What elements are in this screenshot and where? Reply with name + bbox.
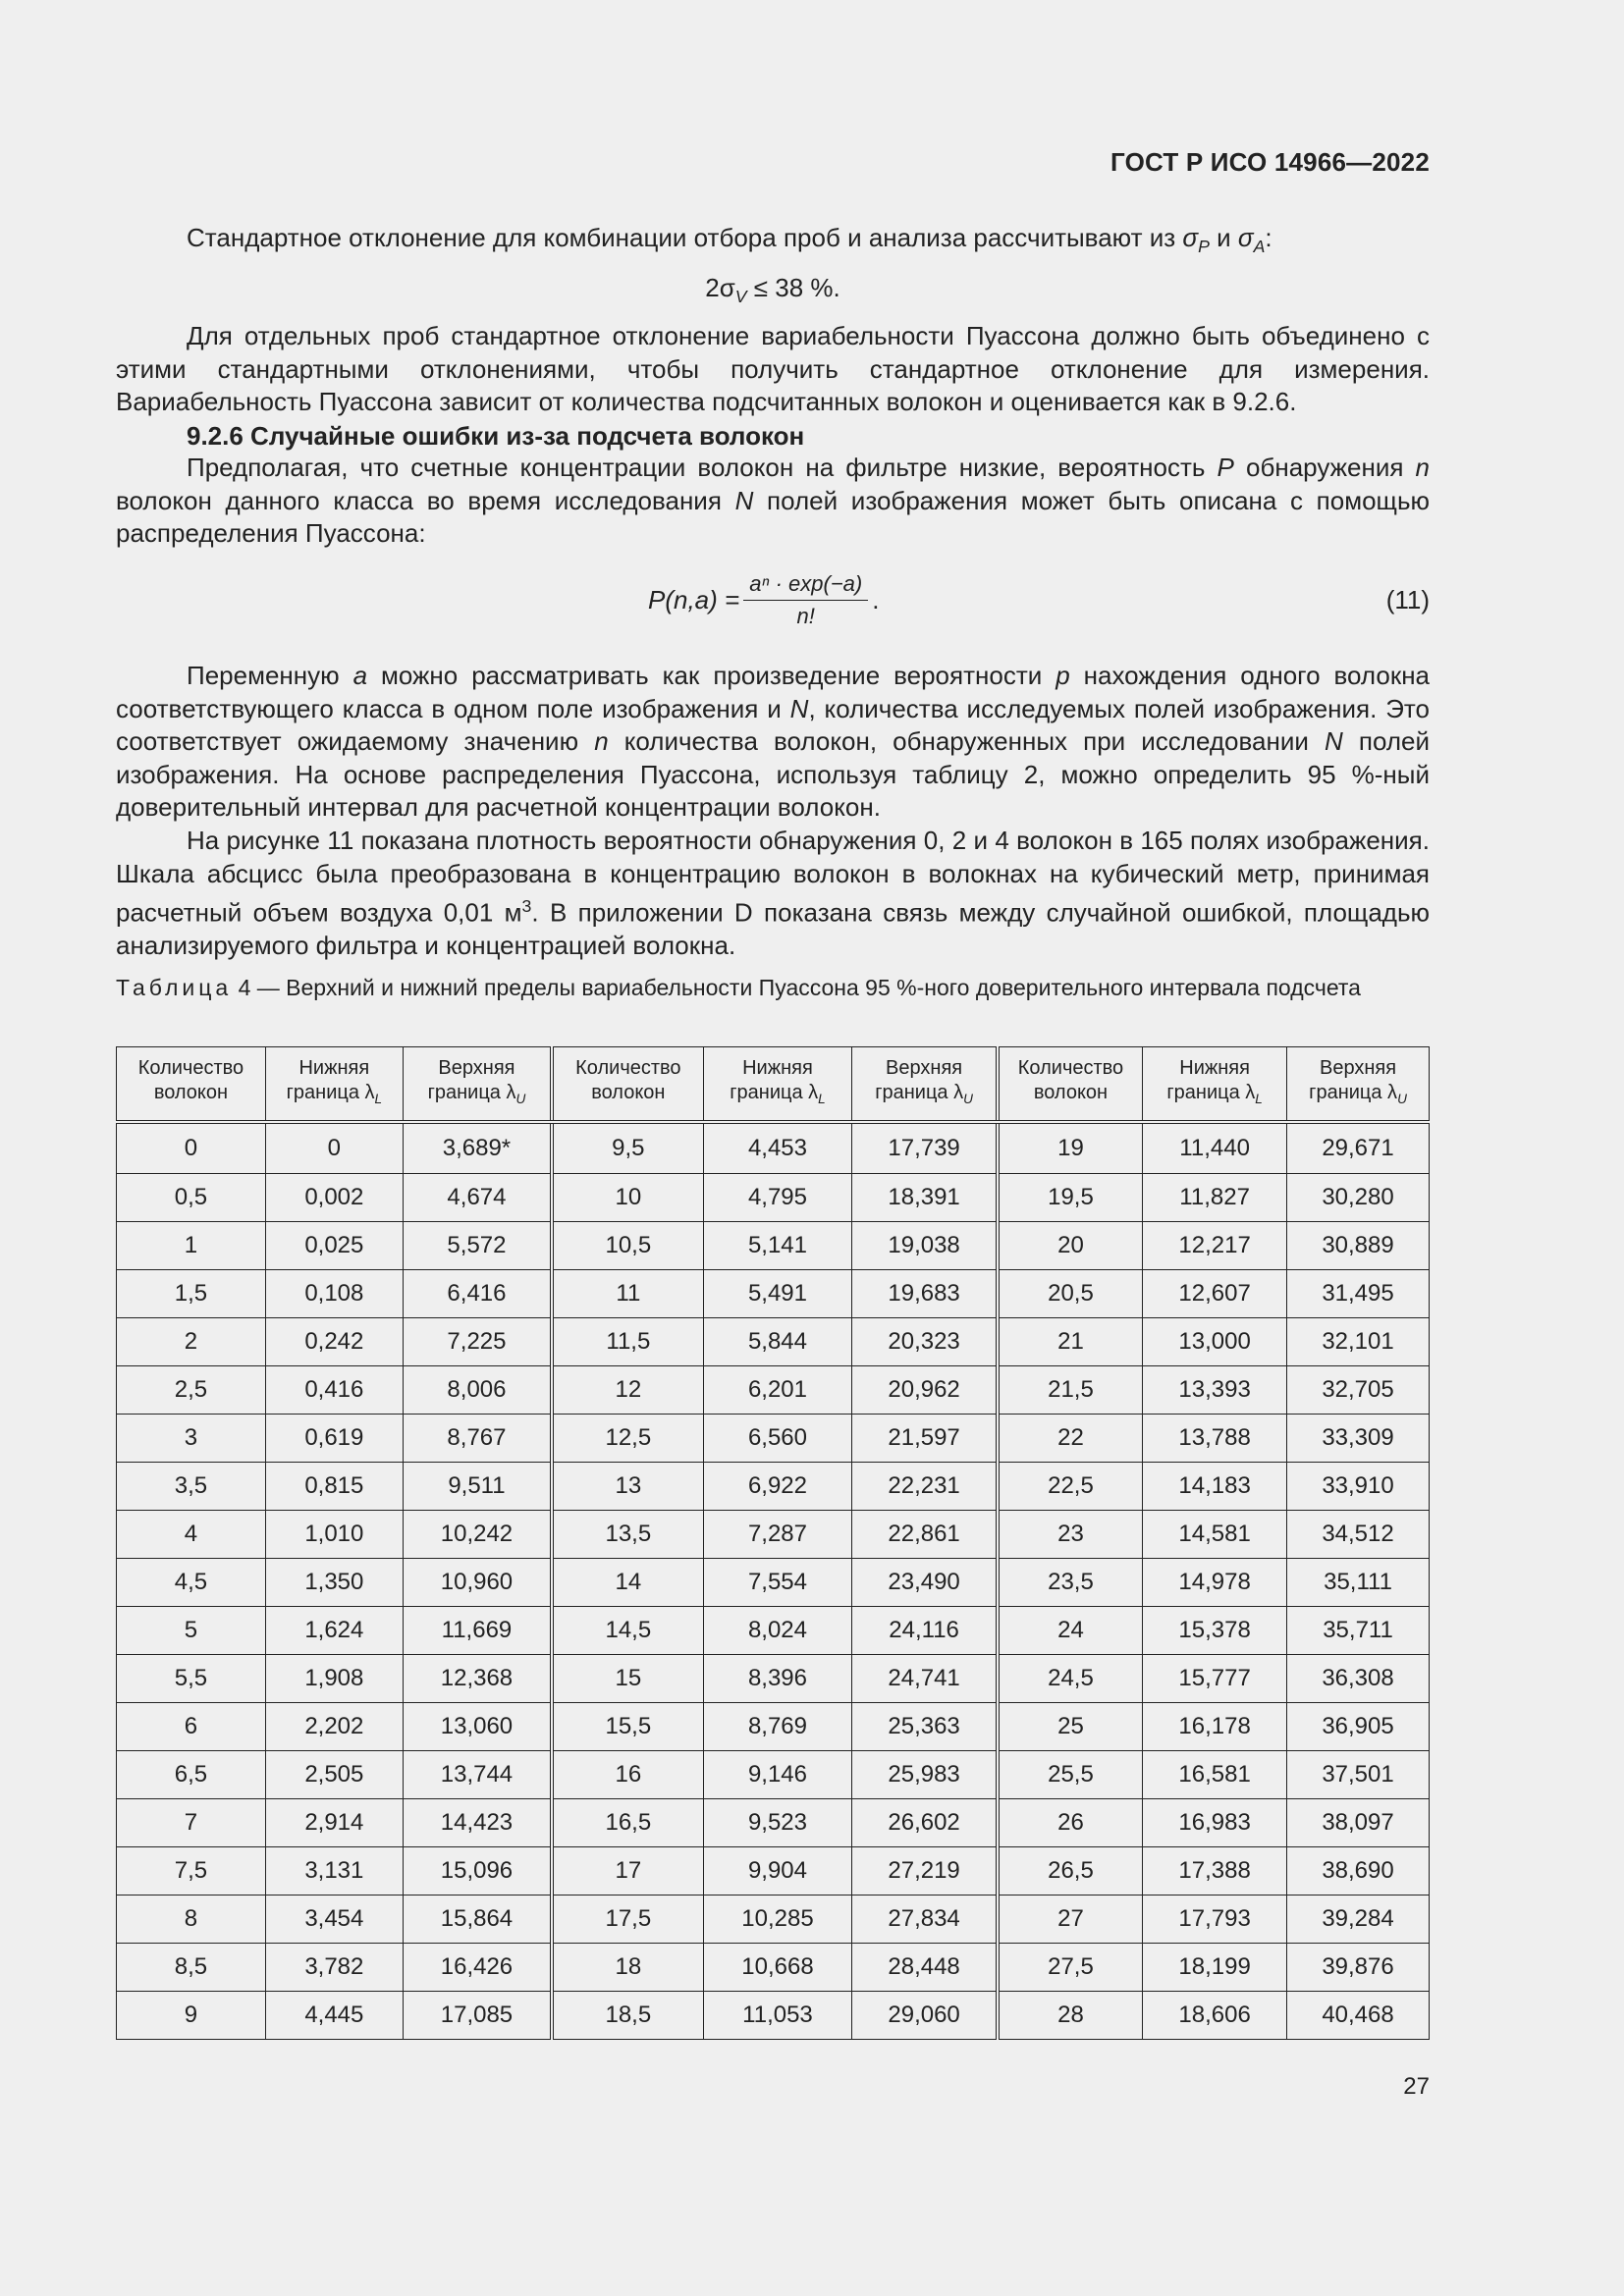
table-cell: 9,511 [403,1463,552,1511]
table-cell: 4,795 [703,1174,852,1222]
table-cell: 3 [117,1415,266,1463]
table-cell: 24,5 [998,1655,1143,1703]
poisson-limits-table [116,1046,1430,2040]
table-cell: 12,607 [1143,1270,1287,1318]
table-header-cell: Нижняя граница $\lambda_L$ [1143,1047,1287,1123]
table-cell: 33,309 [1287,1415,1430,1463]
table-cell: 35,711 [1287,1607,1430,1655]
table-cell: 15,378 [1143,1607,1287,1655]
table-cell: 24 [998,1607,1143,1655]
table-cell: 3,5 [117,1463,266,1511]
table-header-cell: Верхняя граница $\lambda_U$ [403,1047,552,1123]
table-row [117,1655,1430,1703]
table-cell: 14,978 [1143,1559,1287,1607]
table-cell: 13 [552,1463,703,1511]
table-cell: 21,5 [998,1366,1143,1415]
table-cell: 20 [998,1222,1143,1270]
table-cell: 5,844 [703,1318,852,1366]
table-cell: 1,624 [265,1607,403,1655]
table-cell: 9,904 [703,1847,852,1896]
table-cell: 0,5 [117,1174,266,1222]
table-cell: 28 [998,1992,1143,2040]
table-cell: 17,739 [852,1122,998,1174]
table-cell: 17,5 [552,1896,703,1944]
table-cell: 9,5 [552,1122,703,1174]
table-row [117,1896,1430,1944]
table-cell: 32,705 [1287,1366,1430,1415]
table-cell: 16,983 [1143,1799,1287,1847]
table-cell: 0 [265,1122,403,1174]
table-cell: 2,914 [265,1799,403,1847]
table-row [117,1799,1430,1847]
table-cell: 14,581 [1143,1511,1287,1559]
table-cell: 29,060 [852,1992,998,2040]
table-cell: 27,5 [998,1944,1143,1992]
table-cell: 11,5 [552,1318,703,1366]
table-cell: 18,5 [552,1992,703,2040]
table-cell: 8,767 [403,1415,552,1463]
table-cell: 5,572 [403,1222,552,1270]
table-cell: 11,669 [403,1607,552,1655]
paragraph-poisson-variability: Для отдельных проб стандартное отклонение вариабельности Пуассона должно быть объединено с этими стандартными отклонениями, чтобы получить стандартное отклонение для измерения. Вариабельность Пуассона зависит от количества подсчитанных волокон и оценивается как в 9.2.6. [116,321,1430,416]
table-cell: 18,391 [852,1174,998,1222]
table-cell: 14 [552,1559,703,1607]
table-cell: 18,606 [1143,1992,1287,2040]
paragraph-std-deviation: Стандартное отклонение для комбинации отбора проб и анализа рассчитывают из $\sigma_P$ и $\sigma_A$: [187,223,1272,257]
table-cell: 0,619 [265,1415,403,1463]
table-cell: 4,5 [117,1559,266,1607]
table-cell: 38,690 [1287,1847,1430,1896]
table-cell: 13,5 [552,1511,703,1559]
table-cell: 16,426 [403,1944,552,1992]
table-cell: 1,908 [265,1655,403,1703]
table-cell: 34,512 [1287,1511,1430,1559]
table-cell: 0,416 [265,1366,403,1415]
table-cell: 15,777 [1143,1655,1287,1703]
table-cell: 9 [117,1992,266,2040]
table-cell: 1 [117,1222,266,1270]
table-cell: 29,671 [1287,1122,1430,1174]
table-cell: 17,793 [1143,1896,1287,1944]
table-cell: 16 [552,1751,703,1799]
table-cell: 6 [117,1703,266,1751]
table-cell: 9,523 [703,1799,852,1847]
table-cell: 10,5 [552,1222,703,1270]
table-cell: 10 [552,1174,703,1222]
table-cell: 10,960 [403,1559,552,1607]
table-cell: 27,834 [852,1896,998,1944]
table-cell: 31,495 [1287,1270,1430,1318]
section-heading: 9.2.6 Случайные ошибки из-за подсчета волокон [187,421,805,451]
table-cell: 23 [998,1511,1143,1559]
table-cell: 25,363 [852,1703,998,1751]
table-cell: 8,024 [703,1607,852,1655]
table-cell: 3,131 [265,1847,403,1896]
table-cell: 26,602 [852,1799,998,1847]
table-cell: 4,674 [403,1174,552,1222]
table-cell: 0,242 [265,1318,403,1366]
table-cell: 7 [117,1799,266,1847]
table-cell: 8,5 [117,1944,266,1992]
table-cell: 39,284 [1287,1896,1430,1944]
table-cell: 20,5 [998,1270,1143,1318]
table-cell: 9,146 [703,1751,852,1799]
table-cell: 6,416 [403,1270,552,1318]
table-cell: 25 [998,1703,1143,1751]
table-cell: 18 [552,1944,703,1992]
table-row [117,1415,1430,1463]
table-cell: 6,560 [703,1415,852,1463]
table-cell: 11,827 [1143,1174,1287,1222]
table-row [117,1944,1430,1992]
table-row [117,1222,1430,1270]
table-header-cell: Верхняя граница $\lambda_U$ [852,1047,998,1123]
table-cell: 23,490 [852,1559,998,1607]
table-cell: 20,962 [852,1366,998,1415]
table-cell: 13,744 [403,1751,552,1799]
table-header-cell: Нижняя граница $\lambda_L$ [703,1047,852,1123]
formula-lhs: P(n,a) = [648,585,740,614]
table-cell: 8,006 [403,1366,552,1415]
table-cell: 37,501 [1287,1751,1430,1799]
table-cell: 24,741 [852,1655,998,1703]
table-cell: 17 [552,1847,703,1896]
table-cell: 8 [117,1896,266,1944]
table-cell: 15 [552,1655,703,1703]
table-cell: 12,217 [1143,1222,1287,1270]
formula-poisson: P(n,a) = $\frac{\text{aⁿ · exp(−a)}}{n!}$ . [648,571,880,628]
table-cell: 33,910 [1287,1463,1430,1511]
table-cell: 5,141 [703,1222,852,1270]
table-cell: 22,861 [852,1511,998,1559]
paragraph-variable-a: Переменную a можно рассматривать как произведение вероятности p нахождения одного волокна соответствующего класса в одном поле изображения и N, количества исследуемых полей изображения. Это соответствует ожидаемому значению n количества волокон, обнаруженных при исследовании N полей изображения. На основе распределения Пуассона, используя таблицу 2, можно определить 95 %-ный доверительный интервал для расчетной концентрации волокон. [116,661,1431,822]
table-cell: 2 [117,1318,266,1366]
table-row [117,1366,1430,1415]
table-cell: 12 [552,1366,703,1415]
table-cell: 3,782 [265,1944,403,1992]
table-cell: 6,922 [703,1463,852,1511]
table-header-cell: Количество волокон [998,1047,1143,1123]
table-cell: 21,597 [852,1415,998,1463]
table-cell: 15,864 [403,1896,552,1944]
table-cell: 10,242 [403,1511,552,1559]
table-cell: 38,097 [1287,1799,1430,1847]
table-cell: 25,5 [998,1751,1143,1799]
formula-numerator: aⁿ · exp(−a) [743,571,868,601]
table-row [117,1270,1430,1318]
table-cell: 23,5 [998,1559,1143,1607]
table-cell: 4 [117,1511,266,1559]
table-cell: 7,287 [703,1511,852,1559]
table-row [117,1751,1430,1799]
table-cell: 13,393 [1143,1366,1287,1415]
table-cell: 19,038 [852,1222,998,1270]
table-cell: 17,388 [1143,1847,1287,1896]
table-row [117,1511,1430,1559]
table-caption: Таблица 4 — Верхний и нижний пределы вариабельности Пуассона 95 %-ного доверительного интервала подсчета [116,975,1361,1000]
table-cell: 40,468 [1287,1992,1430,2040]
table-header-cell: Нижняя граница $\lambda_L$ [265,1047,403,1123]
table-cell: 5,5 [117,1655,266,1703]
table-cell: 7,554 [703,1559,852,1607]
table-row [117,1559,1430,1607]
table-cell: 0,108 [265,1270,403,1318]
table-cell: 24,116 [852,1607,998,1655]
table-header-cell: Верхняя граница $\lambda_U$ [1287,1047,1430,1123]
table-cell: 8,396 [703,1655,852,1703]
table-cell: 5 [117,1607,266,1655]
table-cell: 30,280 [1287,1174,1430,1222]
table-cell: 3,689* [403,1122,552,1174]
table-cell: 12,5 [552,1415,703,1463]
equation-number: (11) [1385,585,1430,614]
table-row [117,1992,1430,2040]
page-number: 27 [1403,2073,1430,2100]
table-cell: 0 [117,1122,266,1174]
table-header-row [117,1047,1430,1123]
table-cell: 36,905 [1287,1703,1430,1751]
table-cell: 36,308 [1287,1655,1430,1703]
table-cell: 12,368 [403,1655,552,1703]
table-row [117,1703,1430,1751]
table-cell: 0,002 [265,1174,403,1222]
table-cell: 30,889 [1287,1222,1430,1270]
table-cell: 25,983 [852,1751,998,1799]
table-cell: 21 [998,1318,1143,1366]
table-cell: 35,111 [1287,1559,1430,1607]
table-cell: 27,219 [852,1847,998,1896]
table-row [117,1847,1430,1896]
table-cell: 22,5 [998,1463,1143,1511]
table-cell: 4,453 [703,1122,852,1174]
table-cell: 14,5 [552,1607,703,1655]
table-cell: 11 [552,1270,703,1318]
table-cell: 11,053 [703,1992,852,2040]
table-cell: 28,448 [852,1944,998,1992]
table-row [117,1122,1430,1174]
table-row [117,1318,1430,1366]
table-row [117,1174,1430,1222]
table-cell: 22 [998,1415,1143,1463]
paragraph-figure-11: На рисунке 11 показана плотность вероятности обнаружения 0, 2 и 4 волокон в 165 полях изображения. Шкала абсцисс была преобразована в концентрацию волокон в волокнах на кубический метр, принимая расчетный объем воздуха 0,01 $м^3$. В приложении D показана связь между случайной ошибкой, площадью анализируемого фильтра и концентрацией волокна. [116,826,1430,961]
table-cell: 13,000 [1143,1318,1287,1366]
table-cell: 1,010 [265,1511,403,1559]
table-cell: 16,178 [1143,1703,1287,1751]
table-cell: 14,423 [403,1799,552,1847]
paragraph-poisson-distribution: Предполагая, что счетные концентрации волокон на фильтре низкие, вероятность P обнаружения n волокон данного класса во время исследования N полей изображения может быть описана с помощью распределения Пуассона: [116,453,1430,548]
table-cell: 5,491 [703,1270,852,1318]
table-cell: 2,5 [117,1366,266,1415]
table-cell: 16,581 [1143,1751,1287,1799]
document-header: ГОСТ Р ИСО 14966—2022 [1110,147,1430,177]
table-cell: 8,769 [703,1703,852,1751]
table-cell: 11,440 [1143,1122,1287,1174]
formula-denominator: n! [796,604,815,628]
formula-fraction [743,571,868,629]
table-cell: 15,5 [552,1703,703,1751]
table-cell: 0,025 [265,1222,403,1270]
table-cell: 13,060 [403,1703,552,1751]
table-cell: 18,199 [1143,1944,1287,1992]
table-cell: 7,5 [117,1847,266,1896]
table-cell: 19 [998,1122,1143,1174]
equation-sigma-v: $2\sigma_V \le 38$ %. [705,273,840,307]
table-cell: 0,815 [265,1463,403,1511]
table-cell: 26 [998,1799,1143,1847]
table-cell: 6,5 [117,1751,266,1799]
table-cell: 14,183 [1143,1463,1287,1511]
table-cell: 13,788 [1143,1415,1287,1463]
table-row [117,1463,1430,1511]
table-cell: 3,454 [265,1896,403,1944]
table-cell: 7,225 [403,1318,552,1366]
table-cell: 6,201 [703,1366,852,1415]
table-cell: 27 [998,1896,1143,1944]
table-cell: 1,350 [265,1559,403,1607]
table-cell: 26,5 [998,1847,1143,1896]
table-cell: 1,5 [117,1270,266,1318]
table-cell: 17,085 [403,1992,552,2040]
table-cell: 19,683 [852,1270,998,1318]
table-cell: 22,231 [852,1463,998,1511]
table-cell: 2,202 [265,1703,403,1751]
table-cell: 16,5 [552,1799,703,1847]
table-cell: 10,668 [703,1944,852,1992]
table-cell: 19,5 [998,1174,1143,1222]
table-row [117,1607,1430,1655]
table-cell: 2,505 [265,1751,403,1799]
table-header-cell: Количество волокон [552,1047,703,1123]
table-cell: 32,101 [1287,1318,1430,1366]
table-cell: 10,285 [703,1896,852,1944]
table-cell: 4,445 [265,1992,403,2040]
table-cell: 39,876 [1287,1944,1430,1992]
table-cell: 15,096 [403,1847,552,1896]
table-header-cell: Количество волокон [117,1047,266,1123]
table-cell: 20,323 [852,1318,998,1366]
